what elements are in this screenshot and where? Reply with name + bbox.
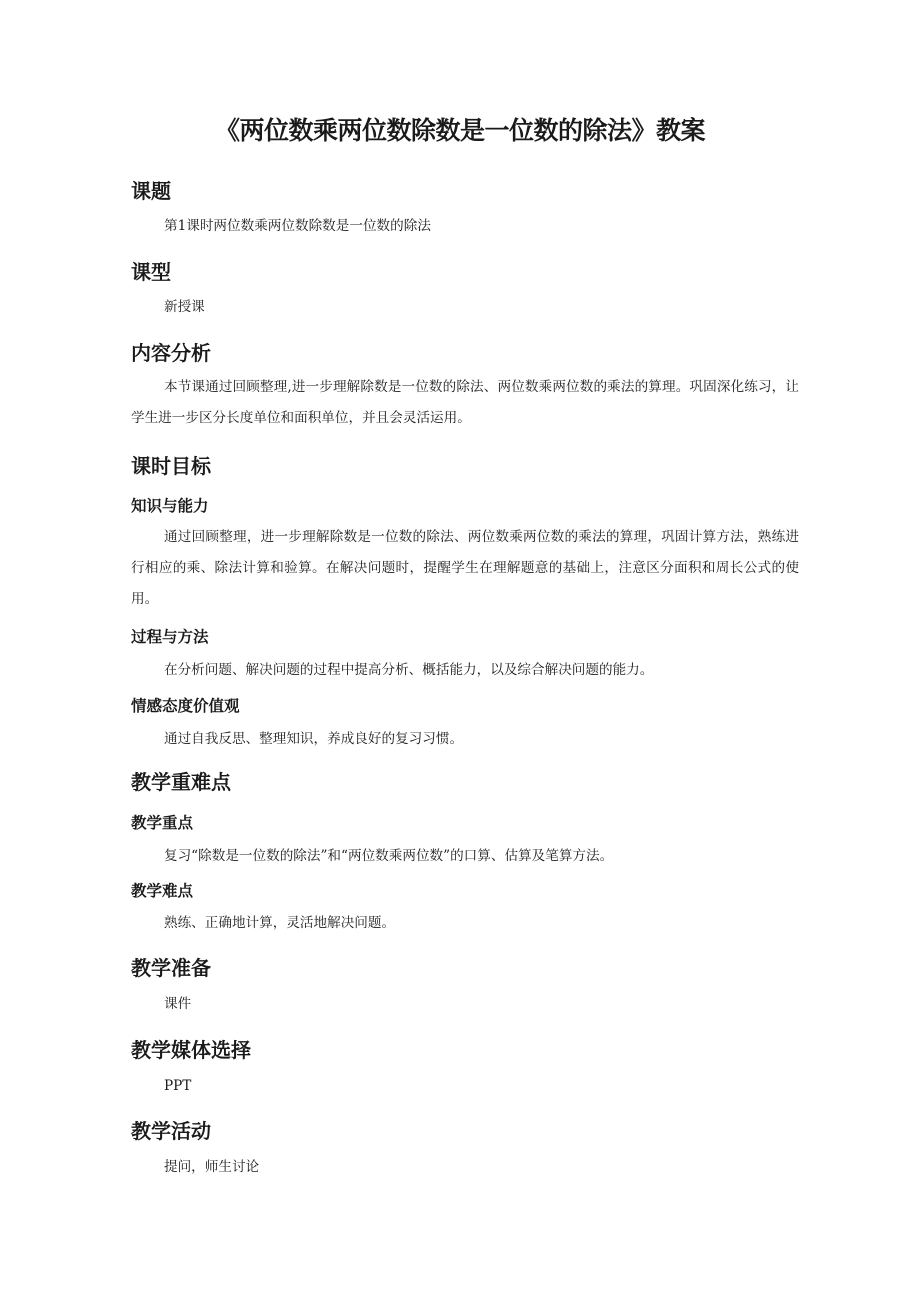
section-heading-objectives: 课时目标 <box>131 454 211 478</box>
text-teaching-focus: 复习“除数是一位数的除法”和“两位数乘两位数”的口算、估算及笔算方法。 <box>164 848 614 864</box>
text-process-method: 在分析问题、解决问题的过程中提高分析、概括能力，以及综合解决问题的能力。 <box>164 662 654 678</box>
section-text-topic: 第1课时两位数乘两位数除数是一位数的除法 <box>164 218 431 234</box>
text-teaching-difficulty: 熟练、正确地计算，灵活地解决问题。 <box>164 915 396 931</box>
section-text-activities: 提问，师生讨论 <box>164 1159 260 1175</box>
subheading-teaching-focus: 教学重点 <box>131 814 194 832</box>
section-text-content-analysis: 本节课通过回顾整理,进一步理解除数是一位数的除法、两位数乘两位数的乘法的算理。巩固深化练习，让学生进一步区分长度单位和面积单位，并且会灵活运用。 <box>131 379 799 426</box>
section-heading-key-points: 教学重难点 <box>131 770 231 794</box>
section-text-lesson-type: 新授课 <box>164 299 205 315</box>
section-heading-preparation: 教学准备 <box>131 956 211 980</box>
section-heading-topic: 课题 <box>131 179 171 203</box>
text-attitude-values: 通过自我反思、整理知识，养成良好的复习习惯。 <box>164 731 464 747</box>
section-text-media: PPT <box>164 1078 192 1094</box>
subheading-knowledge-ability: 知识与能力 <box>131 497 209 515</box>
section-heading-activities: 教学活动 <box>131 1119 211 1143</box>
subheading-attitude-values: 情感态度价值观 <box>131 697 240 715</box>
section-heading-media: 教学媒体选择 <box>131 1038 251 1062</box>
text-knowledge-ability: 通过回顾整理，进一步理解除数是一位数的除法、两位数乘两位数的乘法的算理，巩固计算方法，熟练进行相应的乘、除法计算和验算。在解决问题时，提醒学生在理解题意的基础上，注意区分面积和周长公式的使用。 <box>131 529 799 607</box>
subheading-teaching-difficulty: 教学难点 <box>131 882 194 900</box>
section-heading-content-analysis: 内容分析 <box>131 341 211 365</box>
document-title: 《两位数乘两位数除数是一位数的除法》教案 <box>214 116 705 145</box>
section-heading-lesson-type: 课型 <box>131 260 171 284</box>
subheading-process-method: 过程与方法 <box>131 628 209 646</box>
section-text-preparation: 课件 <box>164 996 192 1012</box>
